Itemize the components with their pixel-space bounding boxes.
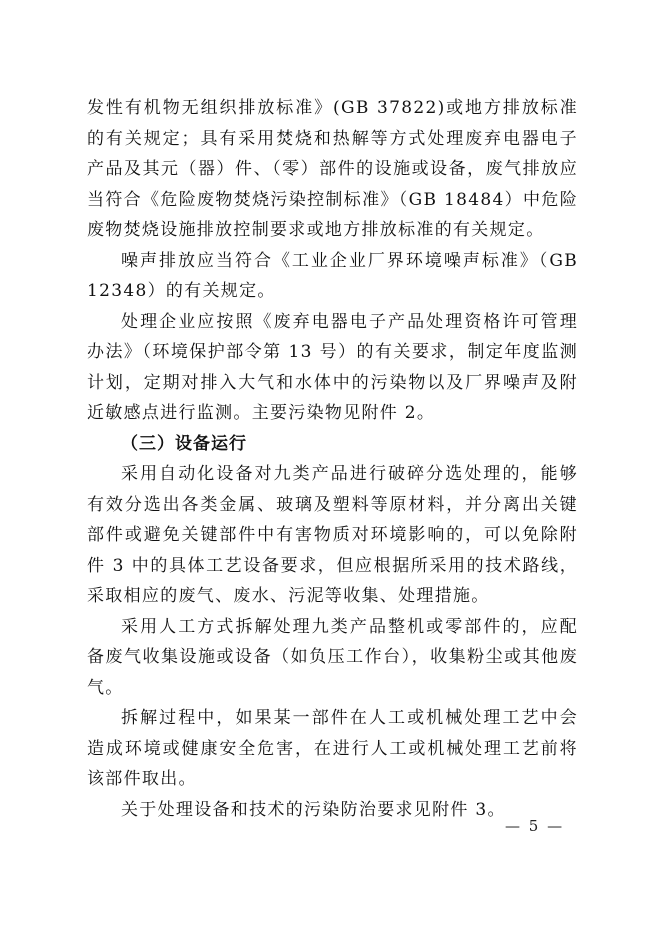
paragraph-manual-dismantling: 采用人工方式拆解处理九类产品整机或零部件的，应配备废气收集设施或设备（如负压工作台），收集粉尘或其他废气。 (87, 616, 578, 698)
paragraph-emission-standards: 发性有机物无组织排放标准》(GB 37822)或地方排放标准的有关规定；具有采用焚烧和热解等方式处理废弃电器电子产品及其元（器）件、（零）部件的设施或设备，废气排放应当符合《危险废物焚烧污染控制标准》（GB 18484）中危险废物焚烧设施排放控制要求或地方排放标准的有关规定。 (87, 98, 578, 240)
paragraph-noise-standards: 噪声排放应当符合《工业企业厂界环境噪声标准》（GB 12348）的有关规定。 (87, 250, 578, 301)
document-body (87, 93, 578, 825)
page-number: — 5 — (505, 817, 565, 835)
paragraph-automated-equipment: 采用自动化设备对九类产品进行破碎分选处理的，能够有效分选出各类金属、玻璃及塑料等原材料，并分离出关键部件或避免关键部件中有害物质对环境影响的，可以免除附件 3 中的具体工艺设备要求，但应根据所采用的技术路线，采取相应的废气、废水、污泥等收集、处理措施。 (87, 464, 578, 606)
paragraph-annex-reference: 关于处理设备和技术的污染防治要求见附件 3。 (121, 799, 506, 820)
paragraph-hazardous-component-removal: 拆解过程中，如果某一部件在人工或机械处理工艺中会造成环境或健康安全危害，在进行人工或机械处理工艺前将该部件取出。 (87, 708, 578, 789)
section-heading-equipment-operation: （三）设备运行 (121, 433, 247, 454)
paragraph-monitoring-plan: 处理企业应按照《废弃电器电子产品处理资格许可管理办法》（环境保护部令第 13 号）的有关要求，制定年度监测计划，定期对排入大气和水体中的污染物以及厂界噪声及附近敏感点进行监测。主要污染物见附件 2。 (87, 311, 578, 423)
